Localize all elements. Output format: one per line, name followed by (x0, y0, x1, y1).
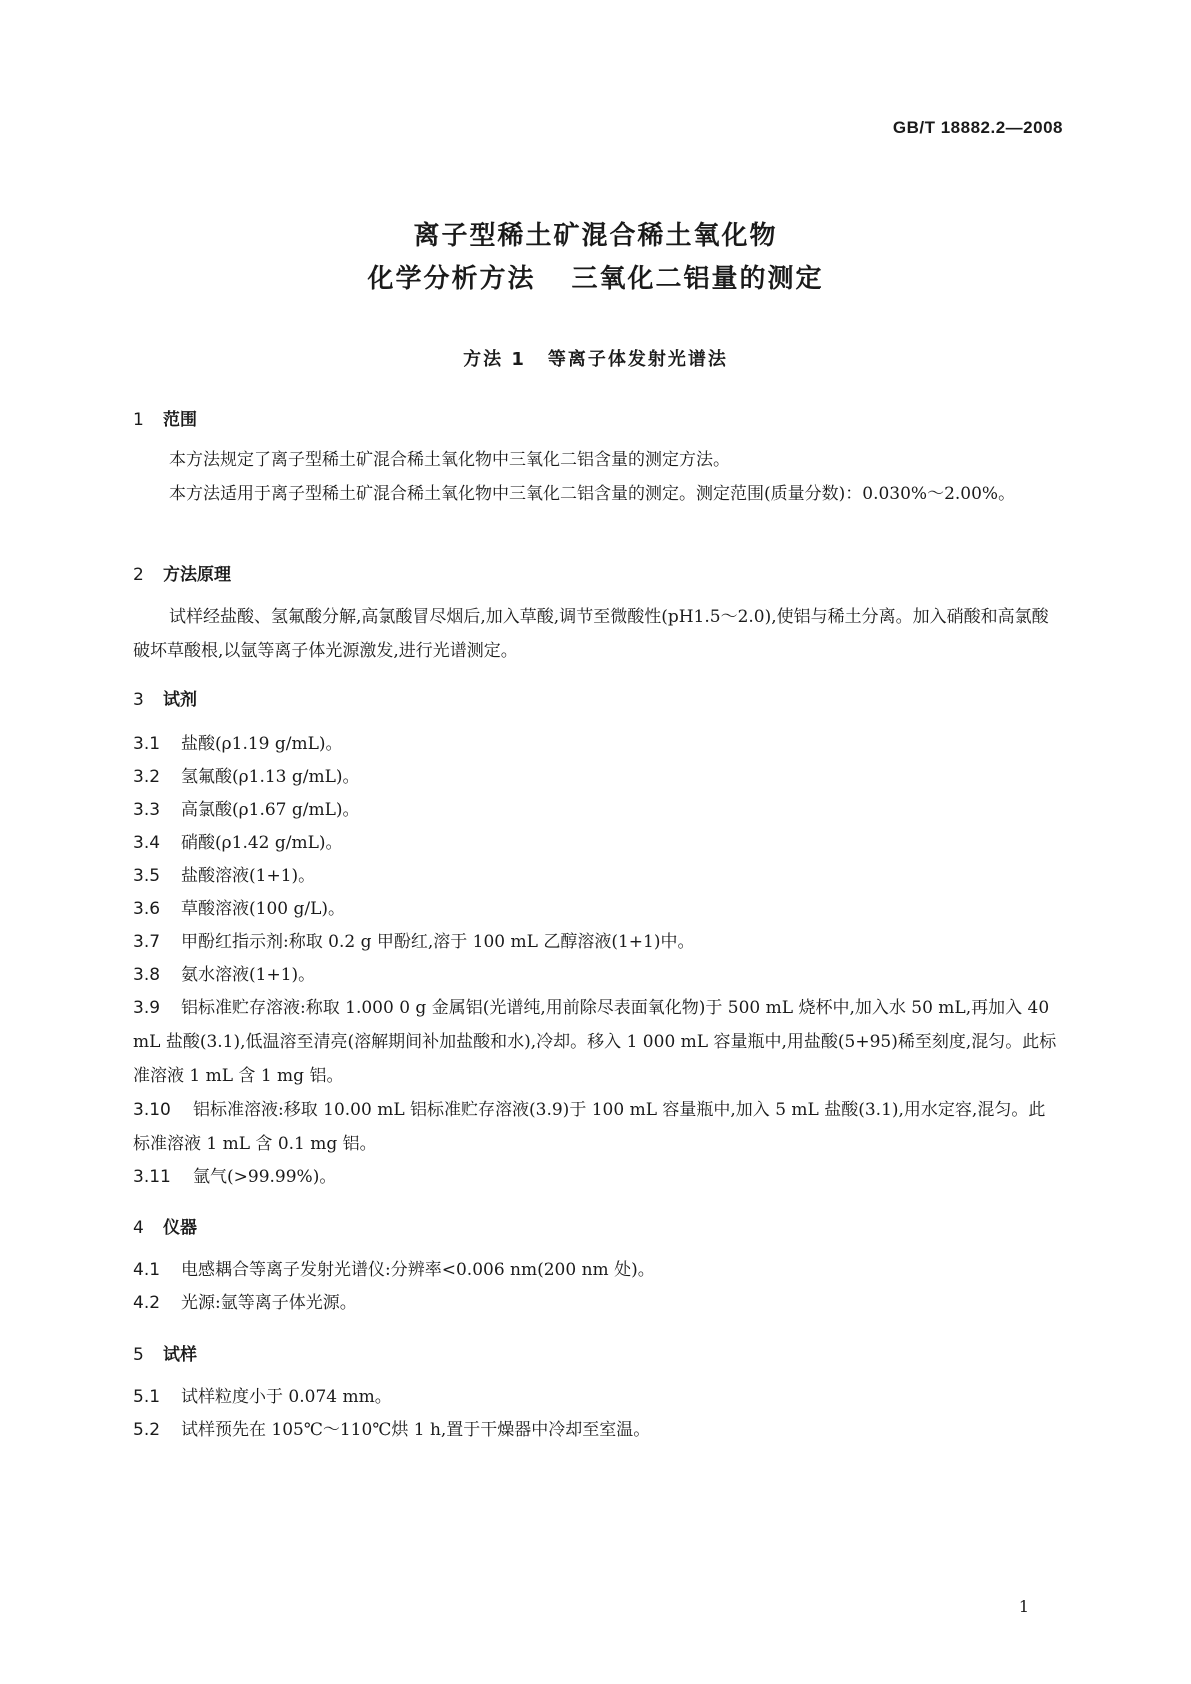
item-text: 铝标准贮存溶液:称取 1.000 0 g 金属铝(光谱纯,用前除尽表面氧化物)于 500 mL 烧杯中,加入水 50 mL,再加入 40 mL 盐酸(3.1),低温溶至清亮(溶解期间补加盐酸和水),冷却。移入 1 000 mL 容量瓶中,用盐酸(5+95)稀至刻度,混匀。此标准溶液 1 mL 含 1 mg 铝。 (133, 998, 1057, 1086)
item-number: 3.1 (133, 734, 161, 754)
reagent-item (133, 826, 1058, 860)
section-title: 方法原理 (163, 565, 231, 585)
item-number: 3.7 (133, 932, 161, 952)
item-text: 硝酸(ρ1.42 g/mL)。 (181, 833, 343, 853)
item-text: 氨水溶液(1+1)。 (181, 965, 316, 985)
section-heading-scope (133, 405, 197, 430)
item-number: 3.4 (133, 833, 161, 853)
section-number: 5 (133, 1345, 144, 1365)
standard-code: GB/T 18882.2—2008 (892, 118, 1063, 137)
reagent-item (133, 925, 1058, 959)
item-number: 3.9 (133, 998, 161, 1018)
sample-item (133, 1413, 1058, 1447)
section-number: 3 (133, 690, 144, 710)
reagent-item (133, 958, 1058, 992)
section-number: 4 (133, 1218, 144, 1238)
reagent-item (133, 760, 1058, 794)
section-heading-samples (133, 1340, 197, 1365)
item-number: 3.10 (133, 1100, 171, 1120)
item-text: 氩气(>99.99%)。 (193, 1167, 337, 1187)
item-number: 3.6 (133, 899, 161, 919)
method-name: 等离子体发射光谱法 (547, 349, 728, 370)
section-title: 试样 (163, 1345, 197, 1365)
instrument-item (133, 1286, 1058, 1320)
scope-paragraph-1: 本方法规定了离子型稀土矿混合稀土氧化物中三氧化二铝含量的测定方法。 (169, 450, 730, 470)
item-number: 4.2 (133, 1293, 161, 1313)
document-title-part-b: 三氧化二铝量的测定 (571, 264, 824, 294)
reagent-item (133, 859, 1058, 893)
item-text: 光源:氩等离子体光源。 (181, 1293, 357, 1313)
item-text: 甲酚红指示剂:称取 0.2 g 甲酚红,溶于 100 mL 乙醇溶液(1+1)中。 (181, 932, 695, 952)
section-number: 1 (133, 410, 144, 430)
principle-paragraph: 试样经盐酸、氢氟酸分解,高氯酸冒尽烟后,加入草酸,调节至微酸性(pH1.5～2.0),使铝与稀土分离。加入硝酸和高氯酸破坏草酸根,以氩等离子体光源激发,进行光谱测定。 (133, 607, 1049, 661)
section-heading-reagents (133, 685, 197, 710)
reagent-item (133, 727, 1058, 761)
section-heading-principle (133, 560, 231, 585)
item-number: 3.5 (133, 866, 161, 886)
item-number: 3.3 (133, 800, 161, 820)
item-number: 3.2 (133, 767, 161, 787)
section-title: 范围 (163, 410, 197, 430)
section-title: 试剂 (163, 690, 197, 710)
item-text: 试样粒度小于 0.074 mm。 (181, 1387, 392, 1407)
item-number: 3.11 (133, 1167, 171, 1187)
method-heading (0, 345, 1191, 371)
section-number: 2 (133, 565, 144, 585)
document-title-line-2 (0, 258, 1191, 295)
reagent-item (133, 892, 1058, 926)
item-number: 5.1 (133, 1387, 161, 1407)
document-title-part-a: 化学分析方法 (367, 264, 536, 294)
item-text: 试样预先在 105℃～110℃烘 1 h,置于干燥器中冷却至室温。 (181, 1420, 651, 1440)
item-text: 电感耦合等离子发射光谱仪:分辨率<0.006 nm(200 nm 处)。 (181, 1260, 655, 1280)
method-label: 方法 1 (463, 349, 526, 370)
reagent-item (133, 793, 1058, 827)
document-title-line-1: 离子型稀土矿混合稀土氧化物 (413, 221, 778, 251)
item-text: 高氯酸(ρ1.67 g/mL)。 (181, 800, 360, 820)
item-number: 5.2 (133, 1420, 161, 1440)
reagent-item (133, 1093, 1058, 1161)
section-heading-instruments (133, 1213, 197, 1238)
page-number: 1 (1018, 1597, 1029, 1616)
scope-paragraph-2: 本方法适用于离子型稀土矿混合稀土氧化物中三氧化二铝含量的测定。测定范围(质量分数)：0.030%～2.00%。 (169, 484, 1016, 504)
reagent-item (133, 1160, 1058, 1194)
item-text: 氢氟酸(ρ1.13 g/mL)。 (181, 767, 360, 787)
item-text: 草酸溶液(100 g/L)。 (181, 899, 346, 919)
instrument-item (133, 1253, 1058, 1287)
item-number: 4.1 (133, 1260, 161, 1280)
item-number: 3.8 (133, 965, 161, 985)
item-text: 盐酸溶液(1+1)。 (181, 866, 316, 886)
item-text: 盐酸(ρ1.19 g/mL)。 (181, 734, 343, 754)
reagent-item (133, 991, 1058, 1093)
sample-item (133, 1380, 1058, 1414)
section-title: 仪器 (163, 1218, 197, 1238)
item-text: 铝标准溶液:移取 10.00 mL 铝标准贮存溶液(3.9)于 100 mL 容量瓶中,加入 5 mL 盐酸(3.1),用水定容,混匀。此标准溶液 1 mL 含 0.1 mg 铝。 (133, 1100, 1046, 1154)
